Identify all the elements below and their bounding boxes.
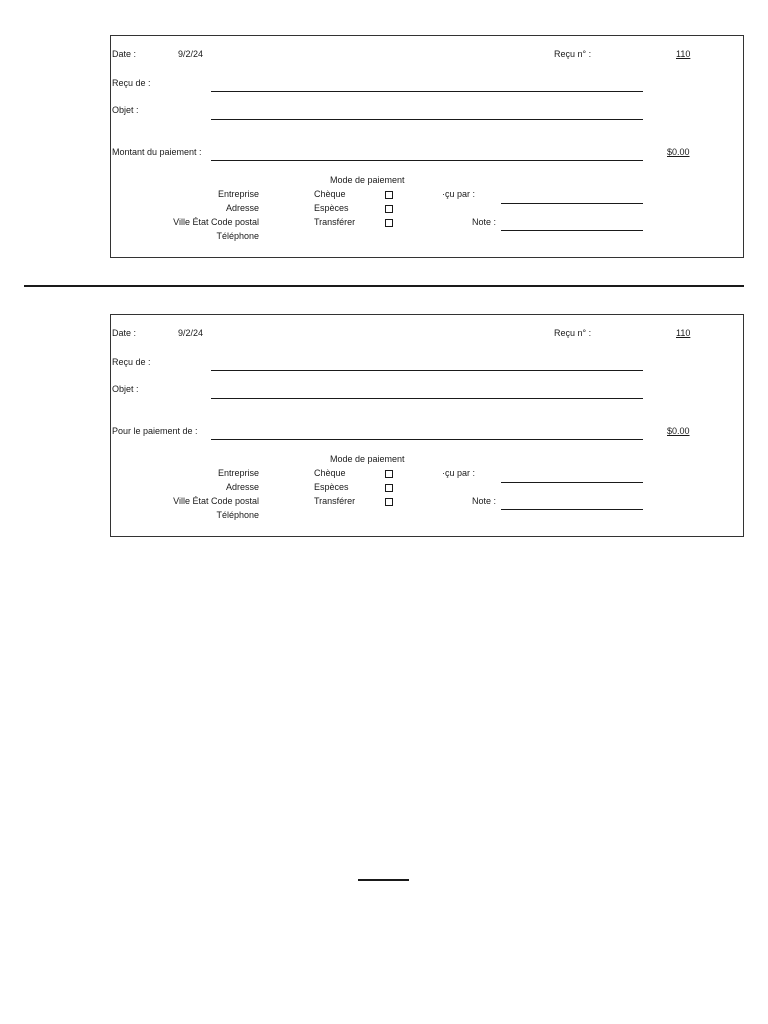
payment-mode-title: Mode de paiement [330,175,405,185]
date-value[interactable]: 9/2/24 [178,49,204,59]
phone-label: Téléphone [216,510,259,520]
receipt-number-label: Reçu n° : [554,328,592,338]
date-value[interactable]: 9/2/24 [178,328,204,338]
amount-field[interactable] [211,160,643,161]
phone-label: Téléphone [216,231,259,241]
cash-label: Espèces [314,482,349,492]
address-label: Adresse [225,203,259,213]
received-by-field[interactable] [501,203,643,204]
note-field[interactable] [501,230,643,231]
receipt-1 [110,35,744,258]
transfer-label: Transférer [314,496,356,506]
city-state-zip-label: Ville État Code postal [173,217,259,227]
received-from-field[interactable] [211,370,643,371]
date-label: Date : [112,49,137,59]
received-by-field[interactable] [501,482,643,483]
company-label: Entreprise [217,468,259,478]
payment-mode-title: Mode de paiement [330,454,405,464]
company-label: Entreprise [217,189,259,199]
city-state-zip-label: Ville État Code postal [173,496,259,506]
transfer-checkbox[interactable] [385,498,393,506]
amount-value[interactable]: $0.00 [667,147,690,157]
check-label: Chèque [314,189,346,199]
note-label: Note : [472,496,497,506]
amount-field[interactable] [211,439,643,440]
received-by-label: ·çu par : [442,468,476,478]
object-field[interactable] [211,398,643,399]
received-from-field[interactable] [211,91,643,92]
bottom-rule [358,879,409,881]
receipt-number-value[interactable]: 110 [676,49,691,59]
receipt-number-label: Reçu n° : [554,49,592,59]
object-label: Objet : [112,384,139,394]
receipt-2 [110,314,744,537]
note-label: Note : [472,217,497,227]
amount-label: Pour le paiement de : [112,426,198,436]
amount-label: Montant du paiement : [112,147,202,157]
address-label: Adresse [225,482,259,492]
received-from-label: Reçu de : [112,78,151,88]
received-from-label: Reçu de : [112,357,151,367]
transfer-checkbox[interactable] [385,219,393,227]
cash-checkbox[interactable] [385,484,393,492]
object-label: Objet : [112,105,139,115]
receipt-number-value[interactable]: 110 [676,328,691,338]
object-field[interactable] [211,119,643,120]
cash-label: Espèces [314,203,349,213]
received-by-label: ·çu par : [442,189,476,199]
check-checkbox[interactable] [385,470,393,478]
cash-checkbox[interactable] [385,205,393,213]
note-field[interactable] [501,509,643,510]
date-label: Date : [112,328,137,338]
check-checkbox[interactable] [385,191,393,199]
check-label: Chèque [314,468,346,478]
amount-value[interactable]: $0.00 [667,426,690,436]
transfer-label: Transférer [314,217,356,227]
cut-line-divider [24,285,744,287]
